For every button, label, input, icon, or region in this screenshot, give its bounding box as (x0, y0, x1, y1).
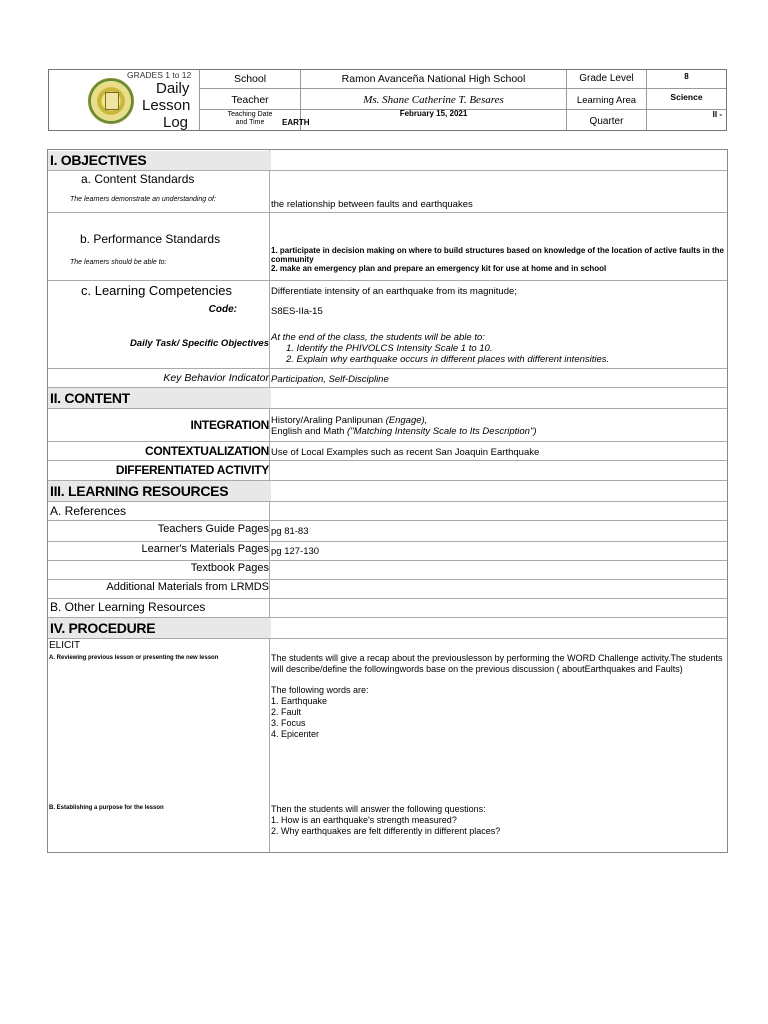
kbi-value: Participation, Self-Discipline (271, 374, 389, 385)
logo-grades-text: GRADES 1 to 12 (127, 70, 192, 80)
daily-task-item-1: 1. Identify the PHIVOLCS Intensity Scale 1 to 10. (286, 343, 493, 354)
differentiated-activity-label: DIFFERENTIATED ACTIVITY (115, 463, 269, 477)
content-standards-sub: The learners demonstrate an understanding of: (70, 196, 216, 203)
school-label: School (233, 73, 267, 85)
teaching-date-line2: and Time (235, 119, 265, 126)
date-overlay-text: EARTH (282, 118, 310, 127)
procedure-heading: IV. PROCEDURE (48, 618, 271, 638)
grade-level-value: 8 (684, 72, 689, 81)
quarter-value: II - (712, 110, 722, 119)
integration-stage-2: ("Matching Intensity Scale to Its Description") (347, 426, 537, 437)
grade-level-label: Grade Level (579, 73, 634, 84)
learning-competencies-value: Differentiate intensity of an earthquake from its magnitude; (271, 286, 517, 297)
code-value: S8ES-IIa-15 (271, 306, 323, 317)
content-standards-value: the relationship between faults and earthquakes (271, 199, 473, 210)
integration-line-1 (271, 415, 726, 426)
teachers-guide-label: Teachers Guide Pages (157, 523, 269, 535)
learners-materials-value: pg 127-130 (271, 546, 320, 557)
teachers-guide-value: pg 81-83 (271, 526, 309, 537)
word-challenge-text: The students will give a recap about the previouslesson by performing the WORD Challenge activity.The students will describe/define the followingwords base on the previous discussion ( aboutEarthquakes and Faults) (271, 653, 723, 674)
teaching-date-line1: Teaching Date (227, 111, 273, 118)
header-table (48, 69, 727, 131)
learning-area-value: Science (670, 92, 703, 102)
reviewing-lesson-value (271, 653, 726, 740)
content-standards-label: a. Content Standards (81, 172, 195, 186)
learners-materials-label: Learner's Materials Pages (141, 543, 269, 555)
additional-materials-label: Additional Materials from LRMDS (106, 581, 269, 593)
code-label: Code: (208, 304, 237, 315)
word-item-4: 4. Epicenter (271, 729, 320, 739)
question-2: 2. Why earthquakes are felt differently in different places? (271, 826, 501, 836)
integration-label: INTEGRATION (190, 418, 269, 432)
integration-stage-1: (Engage), (385, 415, 428, 426)
teacher-label: Teacher (231, 94, 269, 106)
daily-task-intro: At the end of the class, the students will be able to: (271, 332, 485, 343)
textbook-pages-label: Textbook Pages (190, 562, 269, 574)
lesson-log-table (47, 149, 728, 853)
other-resources-label: B. Other Learning Resources (50, 600, 206, 614)
following-words-intro: The following words are: (271, 685, 369, 695)
learning-area-label: Learning Area (576, 95, 637, 106)
daily-task-label: Daily Task/ Specific Objectives (129, 338, 269, 349)
integration-value (271, 415, 726, 437)
performance-standards-sub: The learners should be able to: (70, 259, 167, 266)
logo-log: Log (163, 114, 189, 131)
performance-standards-value (271, 246, 726, 273)
date-value: February 15, 2021 (399, 109, 468, 118)
references-label: A. References (50, 504, 127, 518)
learning-competencies-label: c. Learning Competencies (81, 283, 233, 298)
quarter-label: Quarter (589, 116, 624, 127)
integration-subject-1: History/Araling Panlipunan (271, 415, 386, 426)
content-heading: II. CONTENT (48, 388, 271, 408)
integration-line-2 (271, 426, 726, 437)
establishing-purpose-label: B. Establishing a purpose for the lesson (49, 805, 164, 811)
word-item-2: 2. Fault (271, 707, 302, 717)
question-1: 1. How is an earthquake's strength measured? (271, 815, 457, 825)
word-item-1: 1. Earthquake (271, 696, 328, 706)
logo-daily: Daily (156, 80, 190, 97)
kbi-label: Key Behavior Indicator (163, 372, 269, 384)
contextualization-label: CONTEXTUALIZATION (145, 444, 269, 458)
word-item-3: 3. Focus (271, 718, 306, 728)
learning-resources-heading: III. LEARNING RESOURCES (48, 481, 271, 501)
reviewing-lesson-label: A. Reviewing previous lesson or presenting the new lesson (49, 655, 219, 661)
contextualization-value: Use of Local Examples such as recent San Joaquin Earthquake (271, 447, 540, 458)
integration-subject-2: English and Math (271, 426, 348, 437)
daily-task-value (271, 332, 726, 365)
objectives-heading: I. OBJECTIVES (48, 151, 271, 170)
teacher-value: Ms. Shane Catherine T. Besares (363, 94, 504, 106)
elicit-label: ELICIT (49, 640, 81, 651)
questions-intro: Then the students will answer the following questions: (271, 804, 486, 814)
school-value: Ramon Avanceña National High School (341, 73, 526, 85)
performance-standards-label: b. Performance Standards (80, 232, 221, 246)
daily-task-item-2: 2. Explain why earthquake occurs in different places with different intensities. (286, 354, 610, 365)
establishing-purpose-value (271, 804, 726, 837)
logo-lesson: Lesson (142, 97, 191, 114)
performance-item-1: 1. participate in decision making on where to build structures based on knowledge of the location of active faults in the community (271, 246, 724, 264)
performance-item-2: 2. make an emergency plan and prepare an emergency kit for use at home and in school (271, 264, 607, 273)
